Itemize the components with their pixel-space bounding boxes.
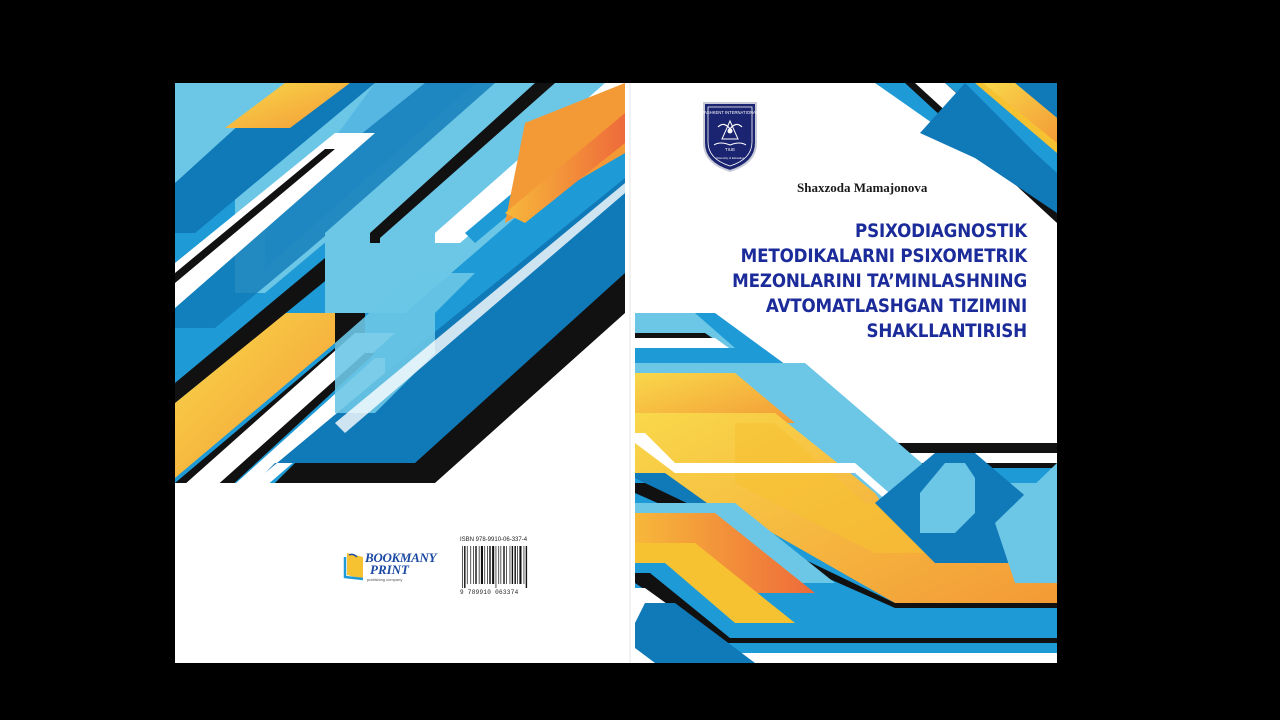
barcode-bar — [487, 546, 488, 584]
barcode-bar — [481, 546, 483, 584]
university-crest-icon — [700, 99, 760, 173]
barcode-bar — [473, 546, 474, 584]
author-name: Shaxzoda Mamajonova — [797, 180, 928, 195]
barcode-bar — [506, 546, 507, 584]
title-line-1: PSIXODIAGNOSTIK — [855, 220, 1027, 242]
publisher-name-line1: BOOKMANY — [365, 550, 437, 565]
barcode-bar — [503, 546, 504, 584]
barcode-bar — [519, 546, 521, 584]
barcode-bar — [526, 546, 527, 588]
barcode-bar — [512, 546, 513, 584]
logo-text-bottom: University of Education — [715, 156, 745, 160]
isbn-barcode — [460, 537, 536, 599]
barcode-bar — [496, 546, 497, 588]
barcode-bar — [501, 546, 502, 584]
barcode-bar — [470, 546, 471, 584]
barcode-bar — [492, 546, 494, 584]
cover-artwork — [175, 83, 1057, 663]
barcode-bar — [498, 546, 499, 584]
barcode-bar — [510, 546, 511, 584]
barcode-bar — [475, 546, 476, 584]
barcode-bar — [524, 546, 525, 584]
barcode-bars — [460, 546, 536, 588]
isbn-digits: 9 789910 063374 — [460, 589, 519, 596]
isbn-label: ISBN 978-9910-06-337-4 — [460, 537, 528, 543]
publisher-name-line2: PRINT — [370, 562, 409, 577]
barcode-bar — [462, 546, 463, 588]
publisher-tagline: publishing company — [367, 577, 403, 582]
title-line-4: AVTOMATLASHGAN TIZIMINI — [765, 295, 1027, 317]
front-cover-pattern — [635, 83, 1057, 663]
book-cover — [175, 83, 1057, 663]
publisher-logo — [343, 543, 443, 583]
book-title — [710, 219, 1027, 344]
barcode-bar — [489, 546, 490, 584]
logo-text-top: TASHKENT INTERNATIONAL — [701, 110, 759, 115]
barcode-bar — [464, 546, 465, 588]
title-line-2: METODIKALARNI PSIXOMETRIK — [740, 245, 1027, 267]
logo-abbr: TIUE — [724, 147, 736, 152]
barcode-bar — [479, 546, 480, 584]
barcode-bar — [484, 546, 485, 584]
barcode-bar — [515, 546, 516, 584]
barcode-bar — [467, 546, 468, 584]
title-line-5: SHAKLLANTIRISH — [866, 320, 1027, 342]
barcode-bar — [517, 546, 518, 584]
title-line-3: MEZONLARINI TA’MINLASHNING — [732, 270, 1027, 292]
open-book-icon — [343, 551, 367, 581]
